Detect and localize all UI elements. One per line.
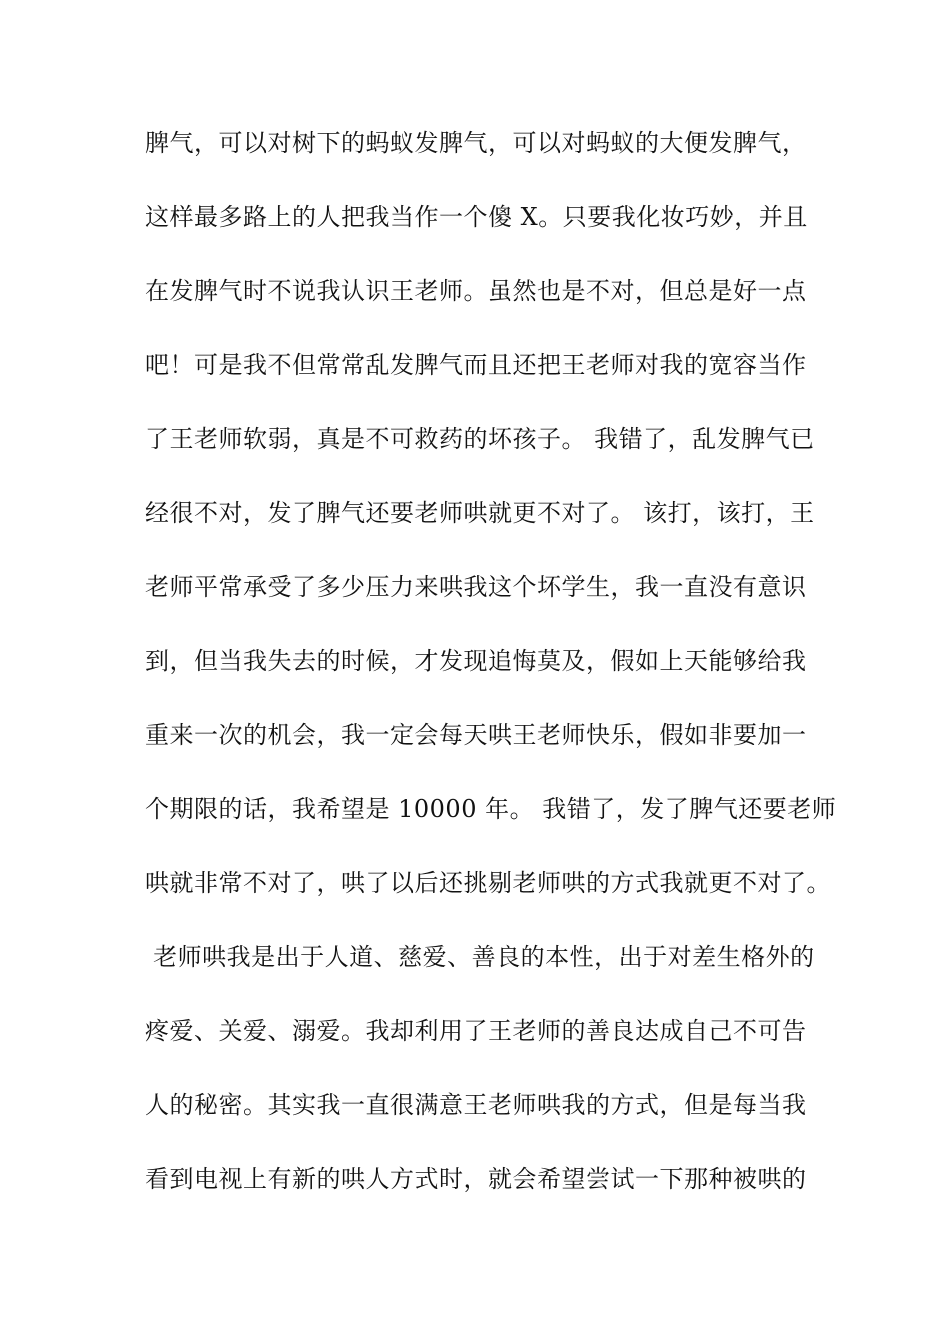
text-line-11: 哄就非常不对了，哄了以后还挑剔老师哄的方式我就更不对了。: [145, 869, 831, 897]
text-line-7: 老师平常承受了多少压力来哄我这个坏学生，我一直没有意识: [145, 573, 807, 601]
text-line-3: 在发脾气时不说我认识王老师。虽然也是不对，但总是好一点: [145, 277, 807, 305]
text-line-10: 个期限的话，我希望是 10000 年。 我错了，发了脾气还要老师: [145, 795, 837, 823]
text-line-12: 老师哄我是出于人道、慈爱、善良的本性，出于对差生格外的: [145, 943, 815, 971]
text-line-14: 人的秘密。其实我一直很满意王老师哄我的方式，但是每当我: [145, 1091, 807, 1119]
text-line-15: 看到电视上有新的哄人方式时，就会希望尝试一下那种被哄的: [145, 1165, 807, 1193]
text-line-1: 脾气，可以对树下的蚂蚁发脾气，可以对蚂蚁的大便发脾气，: [145, 129, 807, 157]
body-text: [145, 129, 837, 1241]
text-line-6: 经很不对，发了脾气还要老师哄就更不对了。 该打，该打，王: [145, 499, 815, 527]
text-line-4: 吧！可是我不但常常乱发脾气而且还把王老师对我的宽容当作: [145, 351, 807, 379]
text-line-9: 重来一次的机会，我一定会每天哄王老师快乐，假如非要加一: [145, 721, 807, 749]
text-line-13: 疼爱、关爱、溺爱。我却利用了王老师的善良达成自己不可告: [145, 1017, 807, 1045]
text-line-8: 到，但当我失去的时候，才发现追悔莫及，假如上天能够给我: [145, 647, 807, 675]
text-line-2: 这样最多路上的人把我当作一个傻 X。只要我化妆巧妙，并且: [145, 203, 808, 231]
text-line-5: 了王老师软弱，真是不可救药的坏孩子。 我错了，乱发脾气已: [145, 425, 815, 453]
